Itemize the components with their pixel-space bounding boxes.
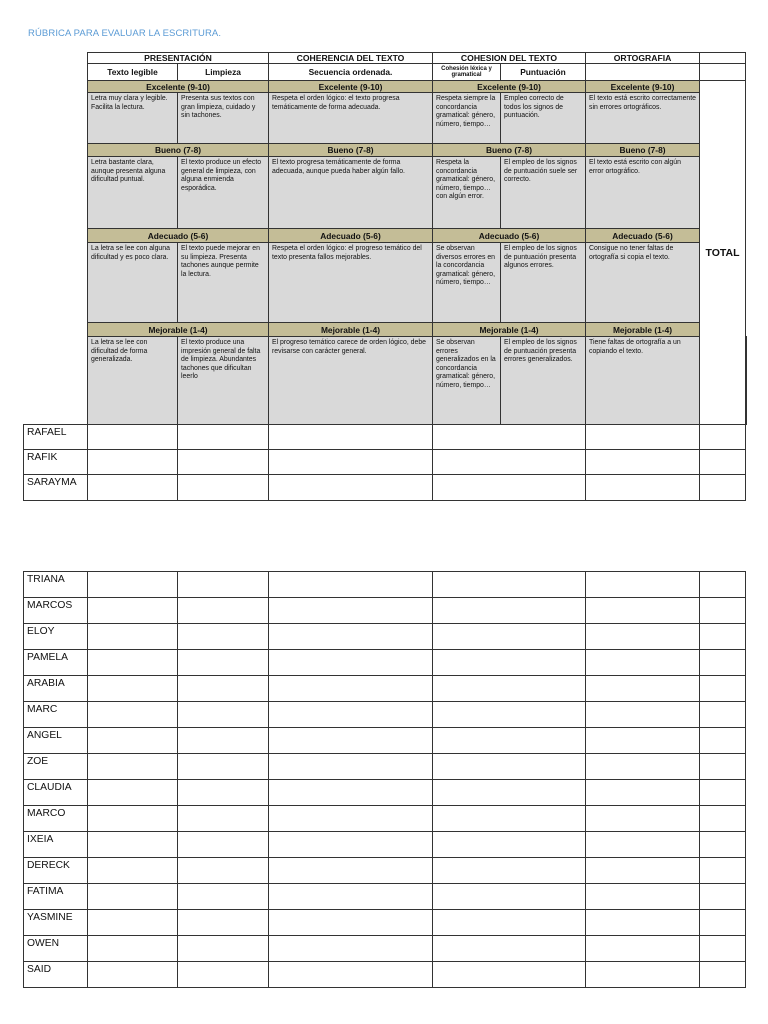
score-cell[interactable] xyxy=(178,650,269,676)
level-label: Bueno (7-8) xyxy=(88,144,269,157)
student-name: SARAYMA xyxy=(24,475,88,501)
score-cell[interactable] xyxy=(178,475,269,501)
score-cell[interactable] xyxy=(433,598,586,624)
student-row xyxy=(24,806,746,832)
total-cell[interactable] xyxy=(700,425,746,450)
level-label: Adecuado (5-6) xyxy=(433,229,586,243)
descriptor-cell: Respeta siempre la concordancia gramatical: género, número, tiempo… xyxy=(433,93,501,144)
level-label: Mejorable (1-4) xyxy=(269,323,433,337)
descriptor-cell: Consigue no tener faltas de ortografía si copia el texto. xyxy=(586,243,700,323)
score-cell[interactable] xyxy=(586,650,700,676)
student-name: YASMINE xyxy=(24,910,88,936)
score-cell[interactable] xyxy=(88,598,178,624)
student-row xyxy=(24,754,746,780)
score-cell[interactable] xyxy=(433,728,586,754)
total-cell[interactable] xyxy=(700,624,746,650)
level-label: Bueno (7-8) xyxy=(433,144,586,157)
score-cell[interactable] xyxy=(433,425,586,450)
score-cell[interactable] xyxy=(269,806,433,832)
student-name: FATIMA xyxy=(24,884,88,910)
score-cell[interactable] xyxy=(178,754,269,780)
subcategory-cohesion-lexica: Cohesión léxica y gramatical xyxy=(433,64,501,81)
descriptor-cell: La letra se lee con alguna dificultad y es poco clara. xyxy=(88,243,178,323)
student-row xyxy=(24,676,746,702)
total-header: TOTAL xyxy=(700,81,746,425)
score-cell[interactable] xyxy=(586,572,700,598)
score-cell[interactable] xyxy=(88,754,178,780)
descriptor-cell: El texto produce una impresión general de falta de limpieza. Abundantes tachones que dificultan leerlo xyxy=(178,337,269,425)
subcategory-legible: Texto legible xyxy=(88,64,178,81)
score-cell[interactable] xyxy=(178,936,269,962)
score-cell[interactable] xyxy=(433,936,586,962)
score-cell[interactable] xyxy=(269,936,433,962)
descriptor-cell: El progreso temático carece de orden lógico, debe revisarse con carácter general. xyxy=(269,337,433,425)
descriptor-cell: Letra bastante clara, aunque presenta alguna dificultad puntual. xyxy=(88,157,178,229)
score-cell[interactable] xyxy=(269,676,433,702)
total-cell[interactable] xyxy=(700,728,746,754)
descriptor-cell: Tiene faltas de ortografía a un copiando el texto. xyxy=(586,337,700,425)
blank-corner-cell xyxy=(24,53,88,425)
student-name: DERECK xyxy=(24,858,88,884)
student-row xyxy=(24,884,746,910)
student-row xyxy=(24,936,746,962)
descriptor-cell: El texto produce un efecto general de limpieza, con alguna enmienda esporádica. xyxy=(178,157,269,229)
student-row xyxy=(24,832,746,858)
level-label: Excelente (9-10) xyxy=(269,81,433,93)
score-cell[interactable] xyxy=(88,910,178,936)
student-row xyxy=(24,624,746,650)
score-cell[interactable] xyxy=(88,728,178,754)
category-ortografia: ORTOGRAFIA xyxy=(586,53,700,64)
total-cell[interactable] xyxy=(700,806,746,832)
descriptor-cell: El texto está escrito correctamente sin errores ortográficos. xyxy=(586,93,700,144)
score-cell[interactable] xyxy=(88,858,178,884)
subcategory-secuencia: Secuencia ordenada. xyxy=(269,64,433,81)
score-cell[interactable] xyxy=(88,676,178,702)
score-cell[interactable] xyxy=(88,884,178,910)
score-cell[interactable] xyxy=(586,475,700,501)
score-cell[interactable] xyxy=(433,962,586,988)
student-name: MARC xyxy=(24,702,88,728)
score-cell[interactable] xyxy=(178,780,269,806)
descriptor-cell: Respeta el orden lógico: el progreso temático del texto presenta fallos mejorables. xyxy=(269,243,433,323)
score-cell[interactable] xyxy=(88,425,178,450)
score-cell[interactable] xyxy=(178,425,269,450)
score-cell[interactable] xyxy=(88,450,178,475)
page-title: RÚBRICA PARA EVALUAR LA ESCRITURA. xyxy=(28,28,222,39)
score-cell[interactable] xyxy=(88,650,178,676)
score-cell[interactable] xyxy=(433,910,586,936)
student-name: ARABIA xyxy=(24,676,88,702)
total-cell[interactable] xyxy=(700,676,746,702)
student-row xyxy=(24,598,746,624)
total-cell[interactable] xyxy=(700,832,746,858)
score-cell[interactable] xyxy=(586,780,700,806)
total-cell[interactable] xyxy=(700,936,746,962)
score-cell[interactable] xyxy=(586,910,700,936)
student-name: IXEIA xyxy=(24,832,88,858)
score-cell[interactable] xyxy=(88,572,178,598)
score-cell[interactable] xyxy=(433,676,586,702)
score-cell[interactable] xyxy=(433,806,586,832)
level-label: Excelente (9-10) xyxy=(88,81,269,93)
score-cell[interactable] xyxy=(178,450,269,475)
score-cell[interactable] xyxy=(586,624,700,650)
score-cell[interactable] xyxy=(586,832,700,858)
score-cell[interactable] xyxy=(433,702,586,728)
score-cell[interactable] xyxy=(433,450,586,475)
descriptor-cell: Empleo correcto de todos los signos de puntuación. xyxy=(501,93,586,144)
score-cell[interactable] xyxy=(178,728,269,754)
total-cell[interactable] xyxy=(700,754,746,780)
score-cell[interactable] xyxy=(433,858,586,884)
descriptor-cell: El empleo de los signos de puntuación presenta errores generalizados. xyxy=(501,337,586,425)
level-label: Excelente (9-10) xyxy=(586,81,700,93)
score-cell[interactable] xyxy=(269,425,433,450)
score-cell[interactable] xyxy=(269,450,433,475)
level-label: Excelente (9-10) xyxy=(433,81,586,93)
level-label: Adecuado (5-6) xyxy=(269,229,433,243)
descriptor-cell: La letra se lee con dificultad de forma generalizada. xyxy=(88,337,178,425)
score-cell[interactable] xyxy=(178,702,269,728)
score-cell[interactable] xyxy=(178,858,269,884)
score-cell[interactable] xyxy=(269,572,433,598)
score-cell[interactable] xyxy=(433,754,586,780)
score-cell[interactable] xyxy=(269,624,433,650)
score-cell[interactable] xyxy=(586,702,700,728)
score-cell[interactable] xyxy=(586,936,700,962)
score-cell[interactable] xyxy=(178,572,269,598)
student-row xyxy=(24,858,746,884)
total-cell[interactable] xyxy=(700,884,746,910)
student-row xyxy=(24,728,746,754)
score-cell[interactable] xyxy=(586,806,700,832)
score-cell[interactable] xyxy=(433,624,586,650)
score-cell[interactable] xyxy=(433,650,586,676)
score-cell[interactable] xyxy=(269,650,433,676)
score-cell[interactable] xyxy=(269,858,433,884)
score-cell[interactable] xyxy=(586,676,700,702)
student-name: ELOY xyxy=(24,624,88,650)
score-cell[interactable] xyxy=(178,806,269,832)
student-row xyxy=(24,702,746,728)
score-cell[interactable] xyxy=(88,806,178,832)
score-cell[interactable] xyxy=(178,910,269,936)
total-sub-spacer xyxy=(700,64,746,81)
descriptor-cell: Respeta la concordancia gramatical: género, número, tiempo…con algún error. xyxy=(433,157,501,229)
student-score-table xyxy=(23,571,746,988)
student-name: ZOE xyxy=(24,754,88,780)
score-cell[interactable] xyxy=(88,832,178,858)
descriptor-cell: El empleo de los signos de puntuación presenta algunos errores. xyxy=(501,243,586,323)
total-cell[interactable] xyxy=(700,702,746,728)
score-cell[interactable] xyxy=(433,832,586,858)
student-name: TRIANA xyxy=(24,572,88,598)
level-label: Adecuado (5-6) xyxy=(88,229,269,243)
score-cell[interactable] xyxy=(433,572,586,598)
descriptor-cell: El texto progresa temáticamente de forma adecuada, aunque pueda haber algún fallo. xyxy=(269,157,433,229)
total-spacer-cell xyxy=(746,337,747,425)
subcategory-puntuacion: Puntuación xyxy=(501,64,586,81)
score-cell[interactable] xyxy=(586,884,700,910)
score-cell[interactable] xyxy=(269,598,433,624)
student-name: MARCO xyxy=(24,806,88,832)
score-cell[interactable] xyxy=(269,884,433,910)
level-label: Bueno (7-8) xyxy=(586,144,700,157)
total-cell[interactable] xyxy=(700,650,746,676)
student-row xyxy=(24,572,746,598)
level-label: Bueno (7-8) xyxy=(269,144,433,157)
category-coherencia: COHERENCIA DEL TEXTO xyxy=(269,53,433,64)
score-cell[interactable] xyxy=(88,936,178,962)
score-cell[interactable] xyxy=(269,832,433,858)
student-row xyxy=(24,650,746,676)
score-cell[interactable] xyxy=(178,676,269,702)
total-cell[interactable] xyxy=(700,572,746,598)
level-label: Adecuado (5-6) xyxy=(586,229,700,243)
score-cell[interactable] xyxy=(88,475,178,501)
total-cell[interactable] xyxy=(700,858,746,884)
score-cell[interactable] xyxy=(88,962,178,988)
score-cell[interactable] xyxy=(269,780,433,806)
score-cell[interactable] xyxy=(269,962,433,988)
score-cell[interactable] xyxy=(269,702,433,728)
descriptor-cell: El texto puede mejorar en su limpieza. Presenta tachones aunque permite la lectura. xyxy=(178,243,269,323)
student-name: RAFIK xyxy=(24,450,88,475)
student-row xyxy=(24,962,746,988)
student-name: OWEN xyxy=(24,936,88,962)
total-header-spacer xyxy=(700,53,746,64)
descriptor-cell: El empleo de los signos de puntuación suele ser correcto. xyxy=(501,157,586,229)
score-cell[interactable] xyxy=(178,884,269,910)
score-cell[interactable] xyxy=(586,425,700,450)
score-cell[interactable] xyxy=(433,884,586,910)
score-cell[interactable] xyxy=(586,598,700,624)
score-cell[interactable] xyxy=(586,754,700,780)
score-cell[interactable] xyxy=(586,450,700,475)
student-name: ANGEL xyxy=(24,728,88,754)
score-cell[interactable] xyxy=(269,475,433,501)
score-cell[interactable] xyxy=(586,858,700,884)
student-name: RAFAEL xyxy=(24,425,88,450)
score-cell[interactable] xyxy=(586,728,700,754)
student-name: SAID xyxy=(24,962,88,988)
student-name: CLAUDIA xyxy=(24,780,88,806)
score-cell[interactable] xyxy=(88,702,178,728)
student-row xyxy=(24,910,746,936)
score-cell[interactable] xyxy=(88,624,178,650)
score-cell[interactable] xyxy=(269,754,433,780)
score-cell[interactable] xyxy=(178,624,269,650)
score-cell[interactable] xyxy=(433,475,586,501)
rubric-table xyxy=(23,52,747,501)
total-cell[interactable] xyxy=(700,598,746,624)
score-cell[interactable] xyxy=(269,728,433,754)
descriptor-cell: Se observan errores generalizados en la concordancia gramatical: género, número, tiempo… xyxy=(433,337,501,425)
descriptor-cell: Respeta el orden lógico: el texto progresa temáticamente de forma adecuada. xyxy=(269,93,433,144)
score-cell[interactable] xyxy=(88,780,178,806)
category-cohesion: COHESION DEL TEXTO xyxy=(433,53,586,64)
category-presentacion: PRESENTACIÓN xyxy=(88,53,269,64)
subcategory-limpieza: Limpieza xyxy=(178,64,269,81)
total-cell[interactable] xyxy=(700,475,746,501)
score-cell[interactable] xyxy=(586,962,700,988)
ortografia-sub-spacer xyxy=(586,64,700,81)
descriptor-cell: Letra muy clara y legible. Facilita la lectura. xyxy=(88,93,178,144)
descriptor-cell: El texto está escrito con algún error ortográfico. xyxy=(586,157,700,229)
descriptor-cell: Presenta sus textos con gran limpieza, cuidado y sin tachones. xyxy=(178,93,269,144)
score-cell[interactable] xyxy=(178,598,269,624)
level-label: Mejorable (1-4) xyxy=(88,323,269,337)
score-cell[interactable] xyxy=(178,962,269,988)
level-label: Mejorable (1-4) xyxy=(433,323,586,337)
score-cell[interactable] xyxy=(178,832,269,858)
total-cell[interactable] xyxy=(700,780,746,806)
level-label: Mejorable (1-4) xyxy=(586,323,700,337)
student-name: MARCOS xyxy=(24,598,88,624)
total-cell[interactable] xyxy=(700,450,746,475)
total-cell[interactable] xyxy=(700,910,746,936)
student-name: PAMELA xyxy=(24,650,88,676)
descriptor-cell: Se observan diversos errores en la concordancia gramatical: género, número, tiempo… xyxy=(433,243,501,323)
score-cell[interactable] xyxy=(269,910,433,936)
score-cell[interactable] xyxy=(433,780,586,806)
total-cell[interactable] xyxy=(700,962,746,988)
student-row xyxy=(24,780,746,806)
